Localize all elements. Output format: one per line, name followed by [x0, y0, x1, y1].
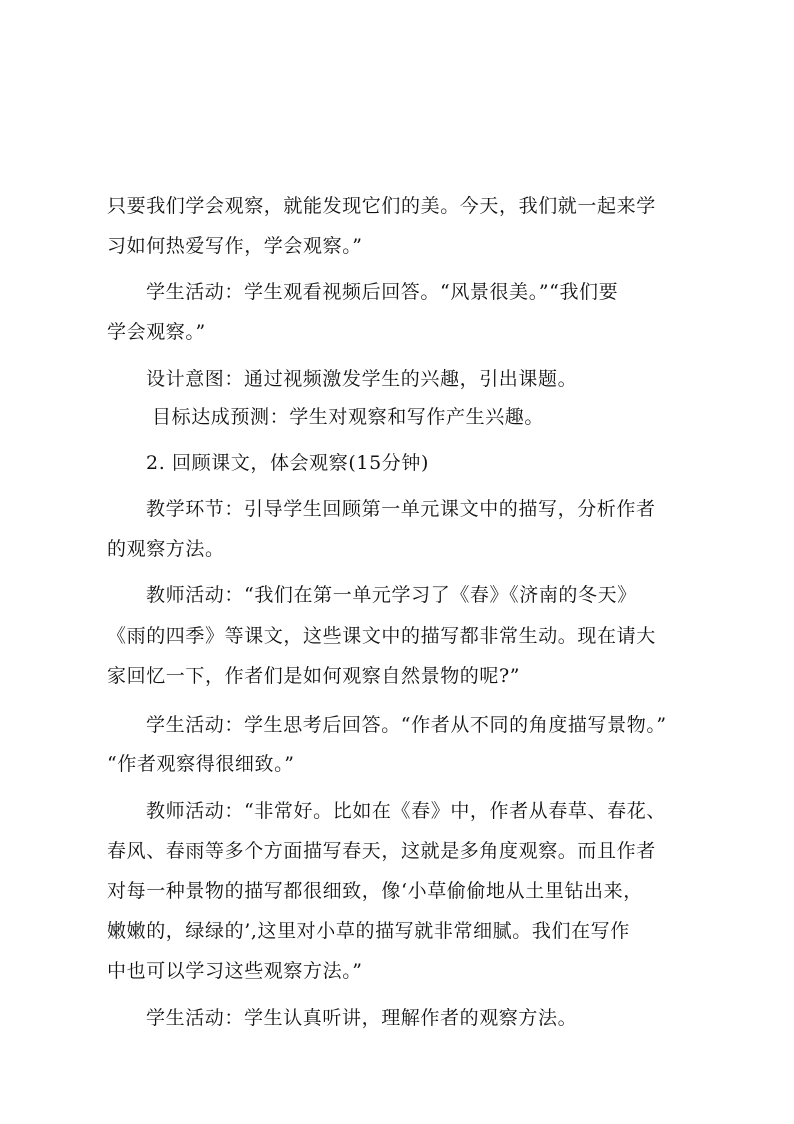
paragraph-line: 设计意图：通过视频激发学生的兴趣，引出课题。	[146, 368, 578, 390]
paragraph-line: 习如何热爱写作，学会观察。”	[107, 235, 363, 257]
paragraph-line: 只要我们学会观察，就能发现它们的美。今天，我们就一起来学	[107, 195, 656, 217]
paragraph-line: 学生活动：学生认真听讲，理解作者的观察方法。	[146, 1007, 578, 1029]
section-heading: 2. 回顾课文，体会观察(15分钟)	[146, 452, 429, 474]
paragraph-line: 教师活动：“非常好。比如在《春》中，作者从春草、春花、	[146, 800, 666, 822]
paragraph-line: 《雨的四季》等课文，这些课文中的描写都非常生动。现在请大	[107, 625, 656, 647]
paragraph-line: 学生活动：学生思考后回答。“作者从不同的角度描写景物。”	[146, 714, 667, 736]
paragraph-line: 学会观察。”	[107, 321, 206, 343]
paragraph-line: 教师活动：“我们在第一单元学习了《春》《济南的冬天》	[146, 584, 637, 606]
paragraph-line: 教学环节：引导学生回顾第一单元课文中的描写，分析作者	[146, 498, 656, 520]
paragraph-line: 春风、春雨等多个方面描写春天，这就是多角度观察。而且作者	[107, 840, 656, 862]
paragraph-line: 对每一种景物的描写都很细致，像‘小草偷偷地从土里钻出来，	[107, 880, 643, 902]
paragraph-line: 家回忆一下，作者们是如何观察自然景物的呢?”	[107, 665, 521, 687]
paragraph-line: 的观察方法。	[107, 538, 225, 560]
paragraph-line: 目标达成预测：学生对观察和写作产生兴趣。	[152, 406, 545, 428]
paragraph-line: 中也可以学习这些观察方法。”	[107, 960, 363, 982]
paragraph-line: 嫩嫩的，绿绿的’,这里对小草的描写就非常细腻。我们在写作	[107, 920, 630, 942]
paragraph-line: “作者观察得很细致。”	[107, 753, 295, 775]
paragraph-line: 学生活动：学生观看视频后回答。“风景很美。”“我们要	[146, 281, 619, 303]
